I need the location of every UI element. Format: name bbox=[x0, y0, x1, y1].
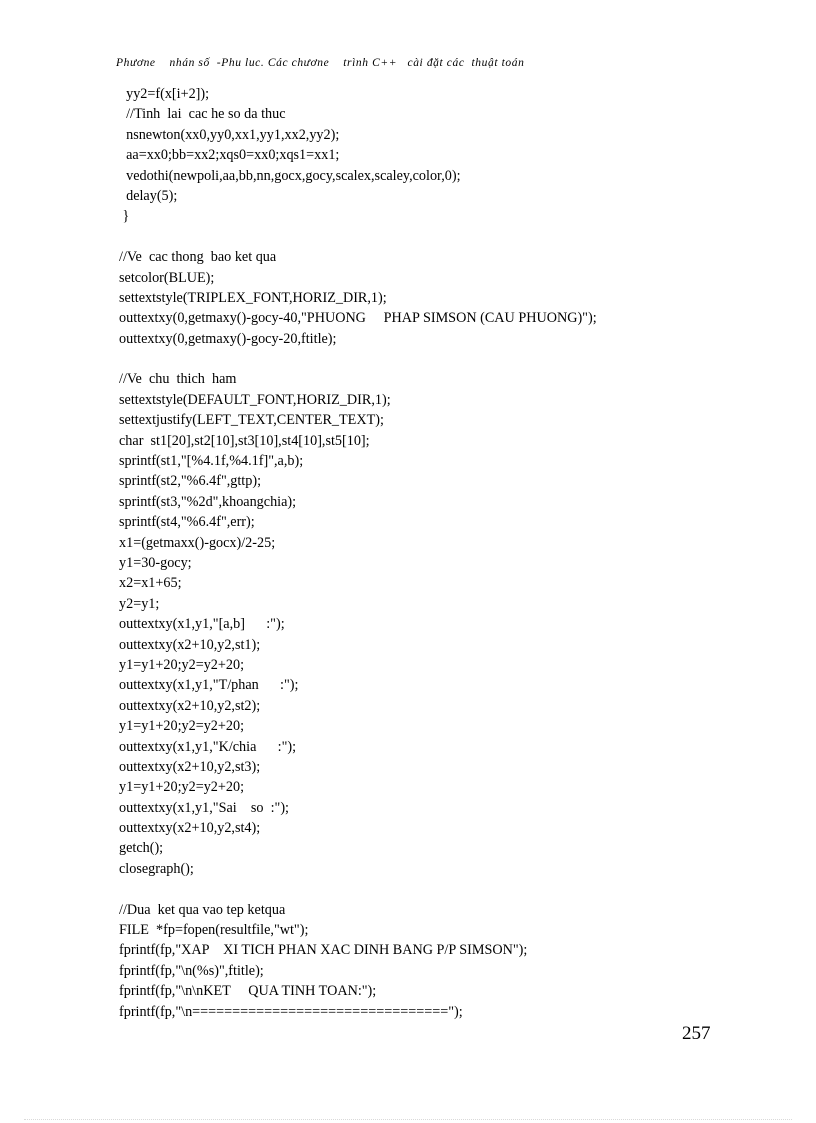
code-line: fprintf(fp,"\n(%s)",ftitle); bbox=[119, 962, 264, 979]
code-line: outtextxy(x2+10,y2,st3); bbox=[119, 758, 261, 775]
code-line: char st1[20],st2[10],st3[10],st4[10],st5[10]; bbox=[119, 432, 370, 449]
code-line: x1=(getmaxx()-gocx)/2-25; bbox=[119, 534, 276, 551]
code-line: y1=y1+20;y2=y2+20; bbox=[119, 718, 245, 735]
code-line: settextstyle(DEFAULT_FONT,HORIZ_DIR,1); bbox=[119, 391, 391, 408]
code-line: } bbox=[119, 208, 130, 225]
code-line: y2=y1; bbox=[119, 595, 160, 612]
code-line: nsnewton(xx0,yy0,xx1,yy1,xx2,yy2); bbox=[119, 126, 340, 143]
code-line: fprintf(fp,"\n\nKET QUA TINH TOAN:"); bbox=[119, 983, 377, 1000]
code-line: x2=x1+65; bbox=[119, 575, 182, 592]
code-line: sprintf(st4,"%6.4f",err); bbox=[119, 514, 255, 531]
code-line: outtextxy(0,getmaxy()-gocy-40,"PHUONG PHAP SIMSON (CAU PHUONG)"); bbox=[119, 310, 597, 327]
code-line: y1=30-gocy; bbox=[119, 554, 192, 571]
code-line: FILE *fp=fopen(resultfile,"wt"); bbox=[119, 922, 309, 939]
code-line: outtextxy(x2+10,y2,st1); bbox=[119, 636, 261, 653]
code-line: sprintf(st2,"%6.4f",gttp); bbox=[119, 473, 262, 490]
code-line: outtextxy(x1,y1,"Sai so :"); bbox=[119, 799, 290, 816]
code-line: settextstyle(TRIPLEX_FONT,HORIZ_DIR,1); bbox=[119, 289, 387, 306]
code-line: //Tinh lai cac he so da thuc bbox=[119, 106, 286, 123]
code-line: vedothi(newpoli,aa,bb,nn,gocx,gocy,scalex,scaley,color,0); bbox=[119, 167, 461, 184]
code-line: outtextxy(x2+10,y2,st2); bbox=[119, 697, 261, 714]
code-line: outtextxy(x1,y1,"T/phan :"); bbox=[119, 677, 299, 694]
code-line: yy2=f(x[i+2]); bbox=[119, 86, 210, 102]
code-line: getch(); bbox=[119, 840, 164, 857]
code-line: //Ve chu thich ham bbox=[119, 371, 237, 388]
code-line: outtextxy(x1,y1,"K/chia :"); bbox=[119, 738, 297, 755]
code-line: sprintf(st3,"%2d",khoangchia); bbox=[119, 493, 297, 510]
code-line: settextjustify(LEFT_TEXT,CENTER_TEXT); bbox=[119, 412, 384, 429]
code-line bbox=[119, 349, 759, 369]
running-header: Phươne nhán số -Phu luc. Các chươne trình C++ cài đặt các thuật toán bbox=[116, 57, 525, 69]
page-number: 257 bbox=[682, 1023, 711, 1044]
page-bottom-divider bbox=[24, 1119, 792, 1120]
code-line: fprintf(fp,"\n================================"); bbox=[119, 1003, 463, 1020]
code-line: sprintf(st1,"[%4.1f,%4.1f]",a,b); bbox=[119, 453, 304, 470]
code-line: closegraph(); bbox=[119, 860, 194, 877]
code-line: outtextxy(x2+10,y2,st4); bbox=[119, 820, 261, 837]
code-line: aa=xx0;bb=xx2;xqs0=xx0;xqs1=xx1; bbox=[119, 147, 340, 164]
code-line bbox=[119, 227, 759, 247]
code-line: //Dua ket qua vao tep ketqua bbox=[119, 901, 286, 918]
code-line: outtextxy(0,getmaxy()-gocy-20,ftitle); bbox=[119, 330, 337, 347]
code-line: y1=y1+20;y2=y2+20; bbox=[119, 779, 245, 796]
code-line: fprintf(fp,"XAP XI TICH PHAN XAC DINH BANG P/P SIMSON"); bbox=[119, 942, 528, 959]
code-line: y1=y1+20;y2=y2+20; bbox=[119, 656, 245, 673]
code-listing bbox=[119, 84, 759, 1022]
code-line: setcolor(BLUE); bbox=[119, 269, 215, 286]
code-line bbox=[119, 879, 759, 899]
code-line: //Ve cac thong bao ket qua bbox=[119, 249, 277, 266]
code-line: delay(5); bbox=[119, 187, 178, 204]
code-line: outtextxy(x1,y1,"[a,b] :"); bbox=[119, 616, 285, 633]
